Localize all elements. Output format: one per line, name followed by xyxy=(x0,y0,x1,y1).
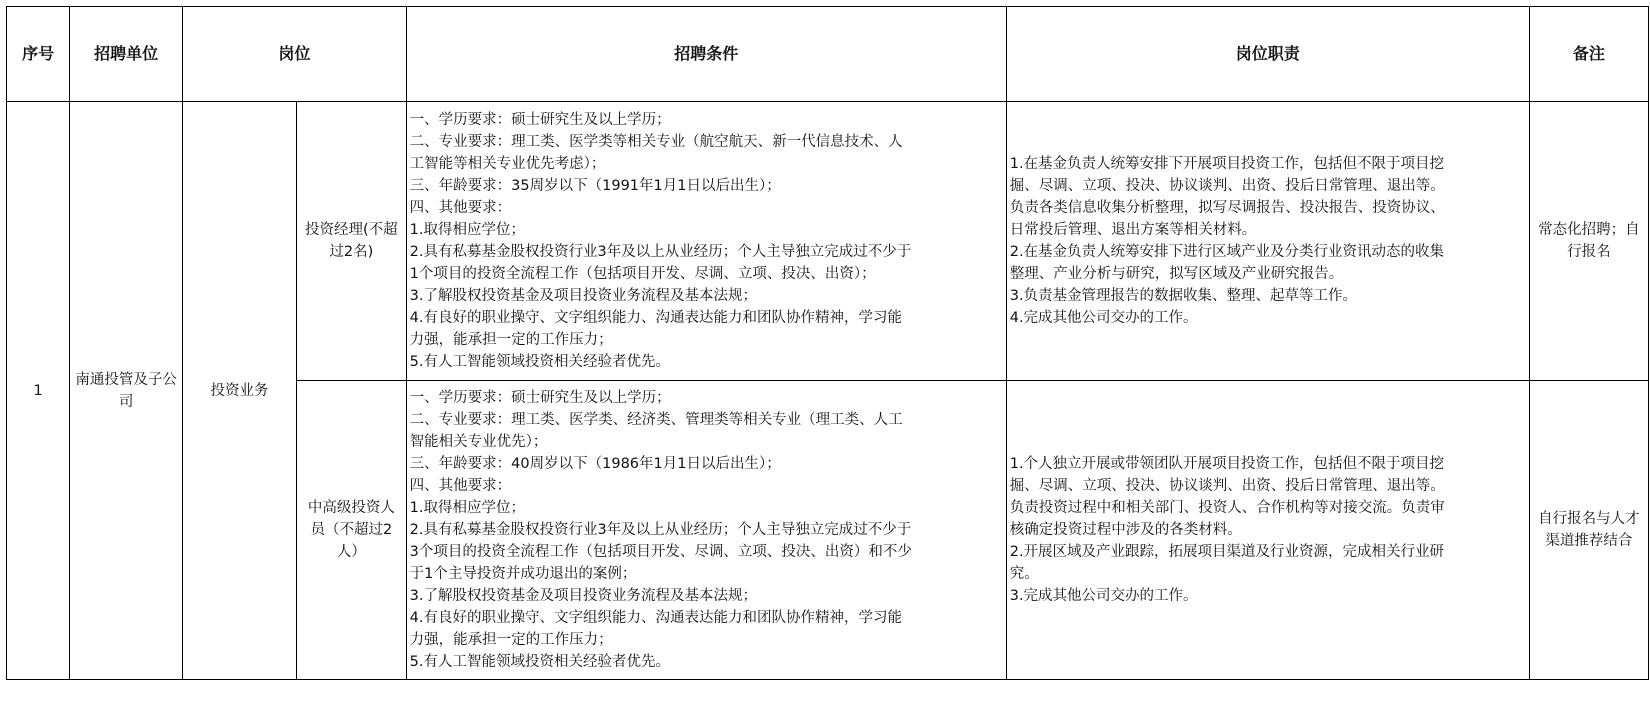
condition-line: 1个项目的投资全流程工作（包括项目开发、尽调、立项、投决、出资）； xyxy=(409,266,876,282)
condition-line: 4.有良好的职业操守、文字组织能力、沟通表达能力和团队协作精神，学习能 xyxy=(409,610,903,626)
condition-line: 工智能等相关专业优先考虑）； xyxy=(409,156,606,172)
condition-line: 1.取得相应学位； xyxy=(409,500,526,516)
category-cell: 投资业务 xyxy=(183,102,297,680)
header-row xyxy=(7,7,1649,102)
duties-cell xyxy=(1006,102,1529,381)
seq-cell: 1 xyxy=(7,102,70,680)
condition-line: 3.了解股权投资基金及项目投资业务流程及基本法规； xyxy=(409,588,758,604)
duty-line: 1.个人独立开展或带领团队开展项目投资工作，包括但不限于项目挖 xyxy=(1009,456,1445,472)
conditions-cell xyxy=(406,102,1006,381)
duty-line: 4.完成其他公司交办的工作。 xyxy=(1009,310,1198,326)
table-row xyxy=(7,102,1649,381)
duty-line: 2.开展区域及产业跟踪，拓展项目渠道及行业资源，完成相关行业研 xyxy=(1009,544,1445,560)
condition-line: 三、年龄要求：40周岁以下（1986年1月1日以后出生）； xyxy=(409,456,781,472)
conditions-cell xyxy=(406,381,1006,680)
duty-line: 2.在基金负责人统筹安排下进行区域产业及分类行业资讯动态的收集 xyxy=(1009,244,1445,260)
condition-line: 1.取得相应学位； xyxy=(409,222,526,238)
duty-line: 整理、产业分析与研究，拟写区域及产业研究报告。 xyxy=(1009,266,1344,282)
condition-line: 三、年龄要求：35周岁以下（1991年1月1日以后出生）； xyxy=(409,178,781,194)
condition-line: 智能相关专业优先）； xyxy=(409,434,548,450)
duty-line: 日常投后管理、退出方案等相关材料。 xyxy=(1009,222,1257,238)
duty-line: 负责各类信息收集分析整理，拟写尽调报告、投决报告、投资协议、 xyxy=(1009,200,1445,216)
remarks-cell: 自行报名与人才渠道推荐结合 xyxy=(1529,381,1648,680)
condition-line: 一、学历要求：硕士研究生及以上学历； xyxy=(409,112,671,128)
condition-line: 一、学历要求：硕士研究生及以上学历； xyxy=(409,390,671,406)
condition-line: 二、专业要求：理工类、医学类、经济类、管理类等相关专业（理工类、人工 xyxy=(409,412,903,428)
condition-line: 2.具有私募基金股权投资行业3年及以上从业经历；个人主导独立完成过不少于 xyxy=(409,522,912,538)
unit-cell: 南通投管及子公司 xyxy=(70,102,183,680)
header-remarks: 备注 xyxy=(1529,7,1648,102)
duty-line: 1.在基金负责人统筹安排下开展项目投资工作，包括但不限于项目挖 xyxy=(1009,156,1445,172)
duties-cell xyxy=(1006,381,1529,680)
condition-line: 5.有人工智能领域投资相关经验者优先。 xyxy=(409,354,671,370)
condition-line: 四、其他要求： xyxy=(409,478,512,494)
header-duties: 岗位职责 xyxy=(1006,7,1529,102)
condition-line: 3.了解股权投资基金及项目投资业务流程及基本法规； xyxy=(409,288,758,304)
recruitment-table xyxy=(6,6,1649,680)
condition-line: 3个项目的投资全流程工作（包括项目开发、尽调、立项、投决、出资）和不少 xyxy=(409,544,912,560)
condition-line: 于1个主导投资并成功退出的案例； xyxy=(409,566,637,582)
condition-line: 四、其他要求： xyxy=(409,200,512,216)
condition-line: 力强，能承担一定的工作压力； xyxy=(409,632,613,648)
remarks-cell: 常态化招聘；自行报名 xyxy=(1529,102,1648,381)
duty-line: 掘、尽调、立项、投决、协议谈判、出资、投后日常管理、退出等。 xyxy=(1009,178,1445,194)
position-title-cell: 投资经理(不超过2名) xyxy=(296,102,406,381)
condition-line: 力强，能承担一定的工作压力； xyxy=(409,332,613,348)
condition-line: 4.有良好的职业操守、文字组织能力、沟通表达能力和团队协作精神，学习能 xyxy=(409,310,903,326)
duty-line: 3.负责基金管理报告的数据收集、整理、起草等工作。 xyxy=(1009,288,1358,304)
header-seq: 序号 xyxy=(7,7,70,102)
duty-line: 3.完成其他公司交办的工作。 xyxy=(1009,588,1198,604)
header-position: 岗位 xyxy=(183,7,407,102)
duty-line: 掘、尽调、立项、投决、协议谈判、出资、投后日常管理、退出等。 xyxy=(1009,478,1445,494)
duty-line: 负责投资过程中和相关部门、投资人、合作机构等对接交流。负责审 xyxy=(1009,500,1445,516)
duty-line: 核确定投资过程中涉及的各类材料。 xyxy=(1009,522,1242,538)
header-conditions: 招聘条件 xyxy=(406,7,1006,102)
condition-line: 二、专业要求：理工类、医学类等相关专业（航空航天、新一代信息技术、人 xyxy=(409,134,903,150)
duty-line: 究。 xyxy=(1009,566,1039,582)
position-title-cell: 中高级投资人员（不超过2人） xyxy=(296,381,406,680)
condition-line: 2.具有私募基金股权投资行业3年及以上从业经历；个人主导独立完成过不少于 xyxy=(409,244,912,260)
condition-line: 5.有人工智能领域投资相关经验者优先。 xyxy=(409,654,671,670)
header-unit: 招聘单位 xyxy=(70,7,183,102)
